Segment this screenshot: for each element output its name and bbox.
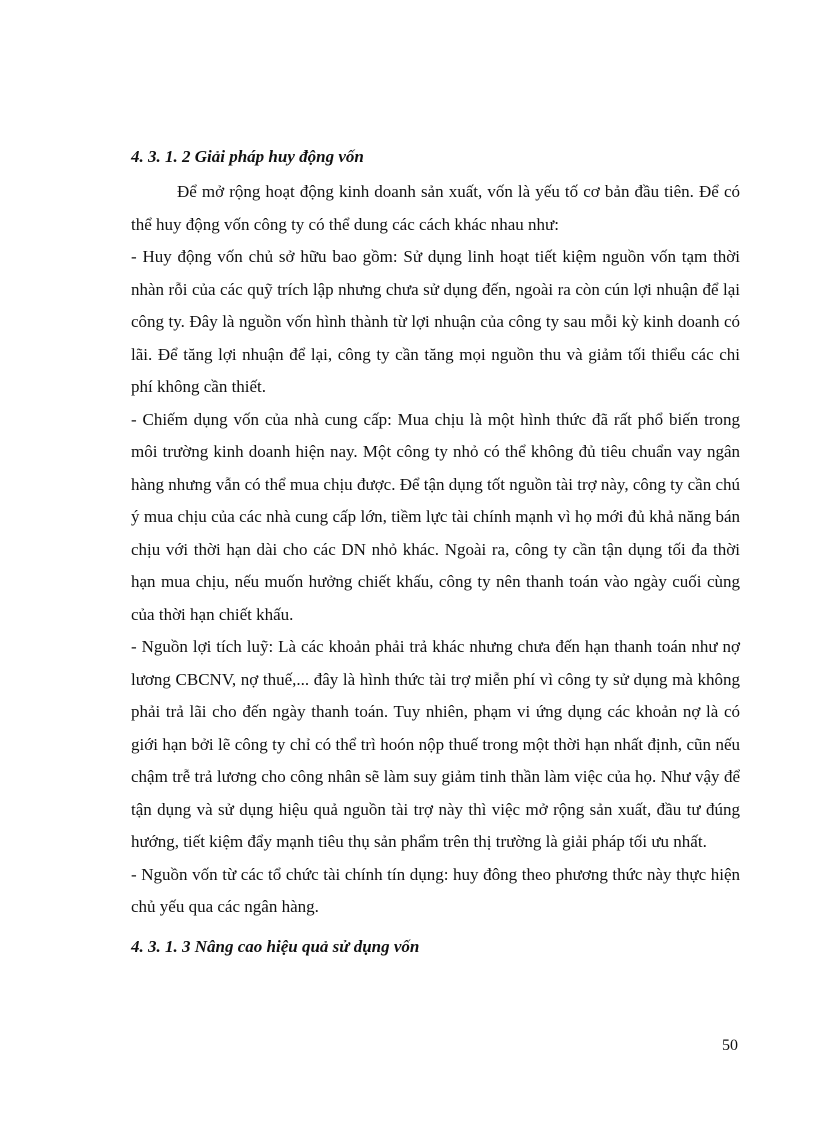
paragraph-owner-capital: - Huy động vốn chủ sở hữu bao gồm: Sử dụng linh hoạt tiết kiệm nguồn vốn tạm thời nhàn rỗi của các quỹ trích lập nhưng chưa sử dụng đến, ngoài ra còn cún lợi nhuận để lại công ty. Đây là nguồn vốn hình thành từ lợi nhuận của công ty sau mỗi kỳ kinh doanh có lãi. Để tăng lợi nhuận để lại, công ty cần tăng mọi nguồn thu và giảm tối thiểu các chi phí không cần thiết. (131, 247, 740, 396)
paragraph-intro: Để mở rộng hoạt động kinh doanh sản xuất, vốn là yếu tố cơ bản đầu tiên. Để có thể huy động vốn công ty có thể dung các cách khác nhau như: (131, 182, 740, 234)
section-heading: 4. 3. 1. 2 Giải pháp huy động vốn (131, 147, 364, 166)
paragraph-supplier-credit: - Chiếm dụng vốn của nhà cung cấp: Mua chịu là một hình thức đã rất phổ biến trong môi trường kinh doanh hiện nay. Một công ty nhỏ có thể không đủ tiêu chuẩn vay ngân hàng nhưng vẫn có thể mua chịu được. Để tận dụng tốt nguồn tài trợ này, công ty cần chú ý mua chịu của các nhà cung cấp lớn, tiềm lực tài chính mạnh vì họ mới đủ khả năng bán chịu với thời hạn dài cho các DN nhỏ khác. Ngoài ra, công ty cần tận dụng tối đa thời hạn mua chịu, nếu muốn hưởng chiết khấu, công ty nên thanh toán vào ngày cuối cùng của thời hạn chiết khấu. (131, 409, 740, 624)
paragraph-accrued-funds: - Nguồn lợi tích luỹ: Là các khoản phải trả khác nhưng chưa đến hạn thanh toán như nợ lương CBCNV, nợ thuế,... đây là hình thức tài trợ miễn phí vì công ty sử dụng mà không phải trả lãi cho đến ngày thanh toán. Tuy nhiên, phạm vi ứng dụng các khoản nợ là có giới hạn bởi lẽ công ty chỉ có thể trì hoón nộp thuế trong một thời hạn nhất định, cũn nếu chậm trễ trả lương cho công nhân sẽ làm suy giảm tinh thần làm việc của họ. Như vậy để tận dụng và sử dụng hiệu quả nguồn tài trợ này thì việc mở rộng sản xuất, đầu tư đúng hướng, tiết kiệm đẩy mạnh tiêu thụ sản phẩm trên thị trường là giải pháp tối ưu nhất. (131, 637, 740, 851)
section-heading-next: 4. 3. 1. 3 Nâng cao hiệu quả sử dụng vốn (131, 936, 420, 956)
page-number: 50 (722, 1037, 738, 1054)
paragraph-credit-institutions: - Nguồn vốn từ các tổ chức tài chính tín dụng: huy đông theo phương thức này thực hiện chủ yếu qua các ngân hàng. (131, 864, 740, 916)
page-content (131, 142, 740, 962)
